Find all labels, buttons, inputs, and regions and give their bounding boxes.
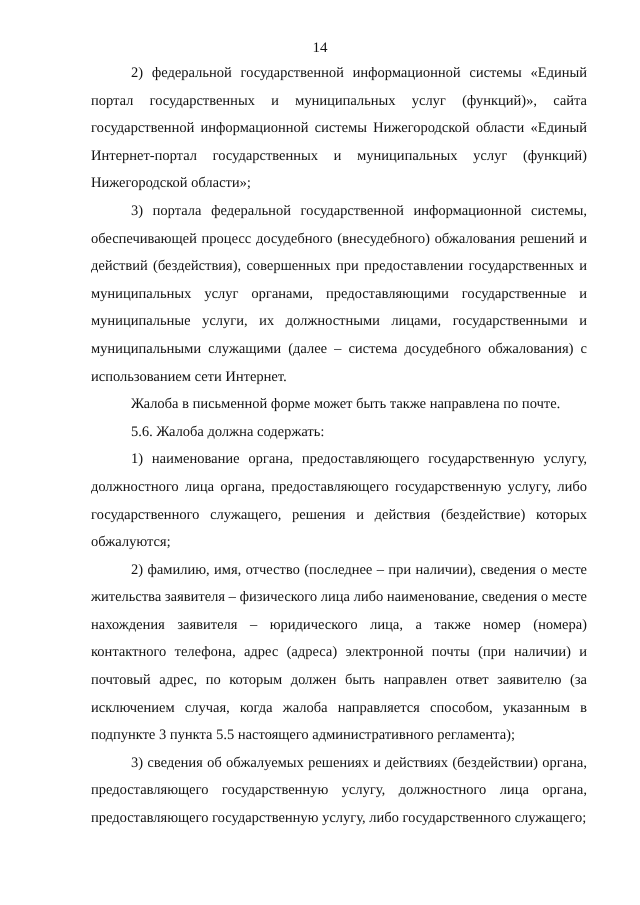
page-number: 14	[312, 40, 328, 56]
paragraph-item-2-federal-portal: 2) федеральной государственной информационной системы «Единый портал государственных и муниципальных услуг (функций)», сайта государственной информационной системы Нижегородской области «Единый Интернет-портал государственных и муниципальных услуг (функций) Нижегородской области»;	[91, 65, 587, 192]
paragraph-requirement-2: 2) фамилию, имя, отчество (последнее – при наличии), сведения о месте жительства заявителя – физического лица либо наименование, сведения о месте нахождения заявителя – юридического лица, а также номер (номера) контактного телефона, адрес (адреса) электронной почты (при наличии) и почтовый адрес, по которым должен быть направлен ответ заявителю (за исключением случая, когда жалоба направляется способом, указанным в подпункте 3 пункта 5.5 настоящего административного регламента);	[91, 561, 587, 744]
paragraph-postal-complaint: Жалоба в письменной форме может быть также направлена по почте.	[131, 396, 561, 413]
document-body	[91, 60, 587, 833]
paragraph-5-6-heading: 5.6. Жалоба должна содержать:	[131, 423, 325, 440]
paragraph-requirement-3: 3) сведения об обжалуемых решениях и действиях (бездействии) органа, предоставляющего государственную услугу, должностного лица органа, предоставляющего государственную услугу, либо государственного служащего;	[91, 754, 587, 827]
paragraph-requirement-1: 1) наименование органа, предоставляющего государственную услугу, должностного лица органа, предоставляющего государственную услугу, либо государственного служащего, решения и действия (бездействие) которых обжалуются;	[91, 451, 587, 551]
paragraph-item-3-pretrial-system: 3) портала федеральной государственной информационной системы, обеспечивающей процесс досудебного (внесудебного) обжалования решений и действий (бездействия), совершенных при предоставлении государственных и муниципальных услуг органами, предоставляющими государственные и муниципальные услуги, их должностными лицами, государственными и муниципальными служащими (далее – система досудебного обжалования) с использованием сети Интернет.	[91, 202, 587, 385]
